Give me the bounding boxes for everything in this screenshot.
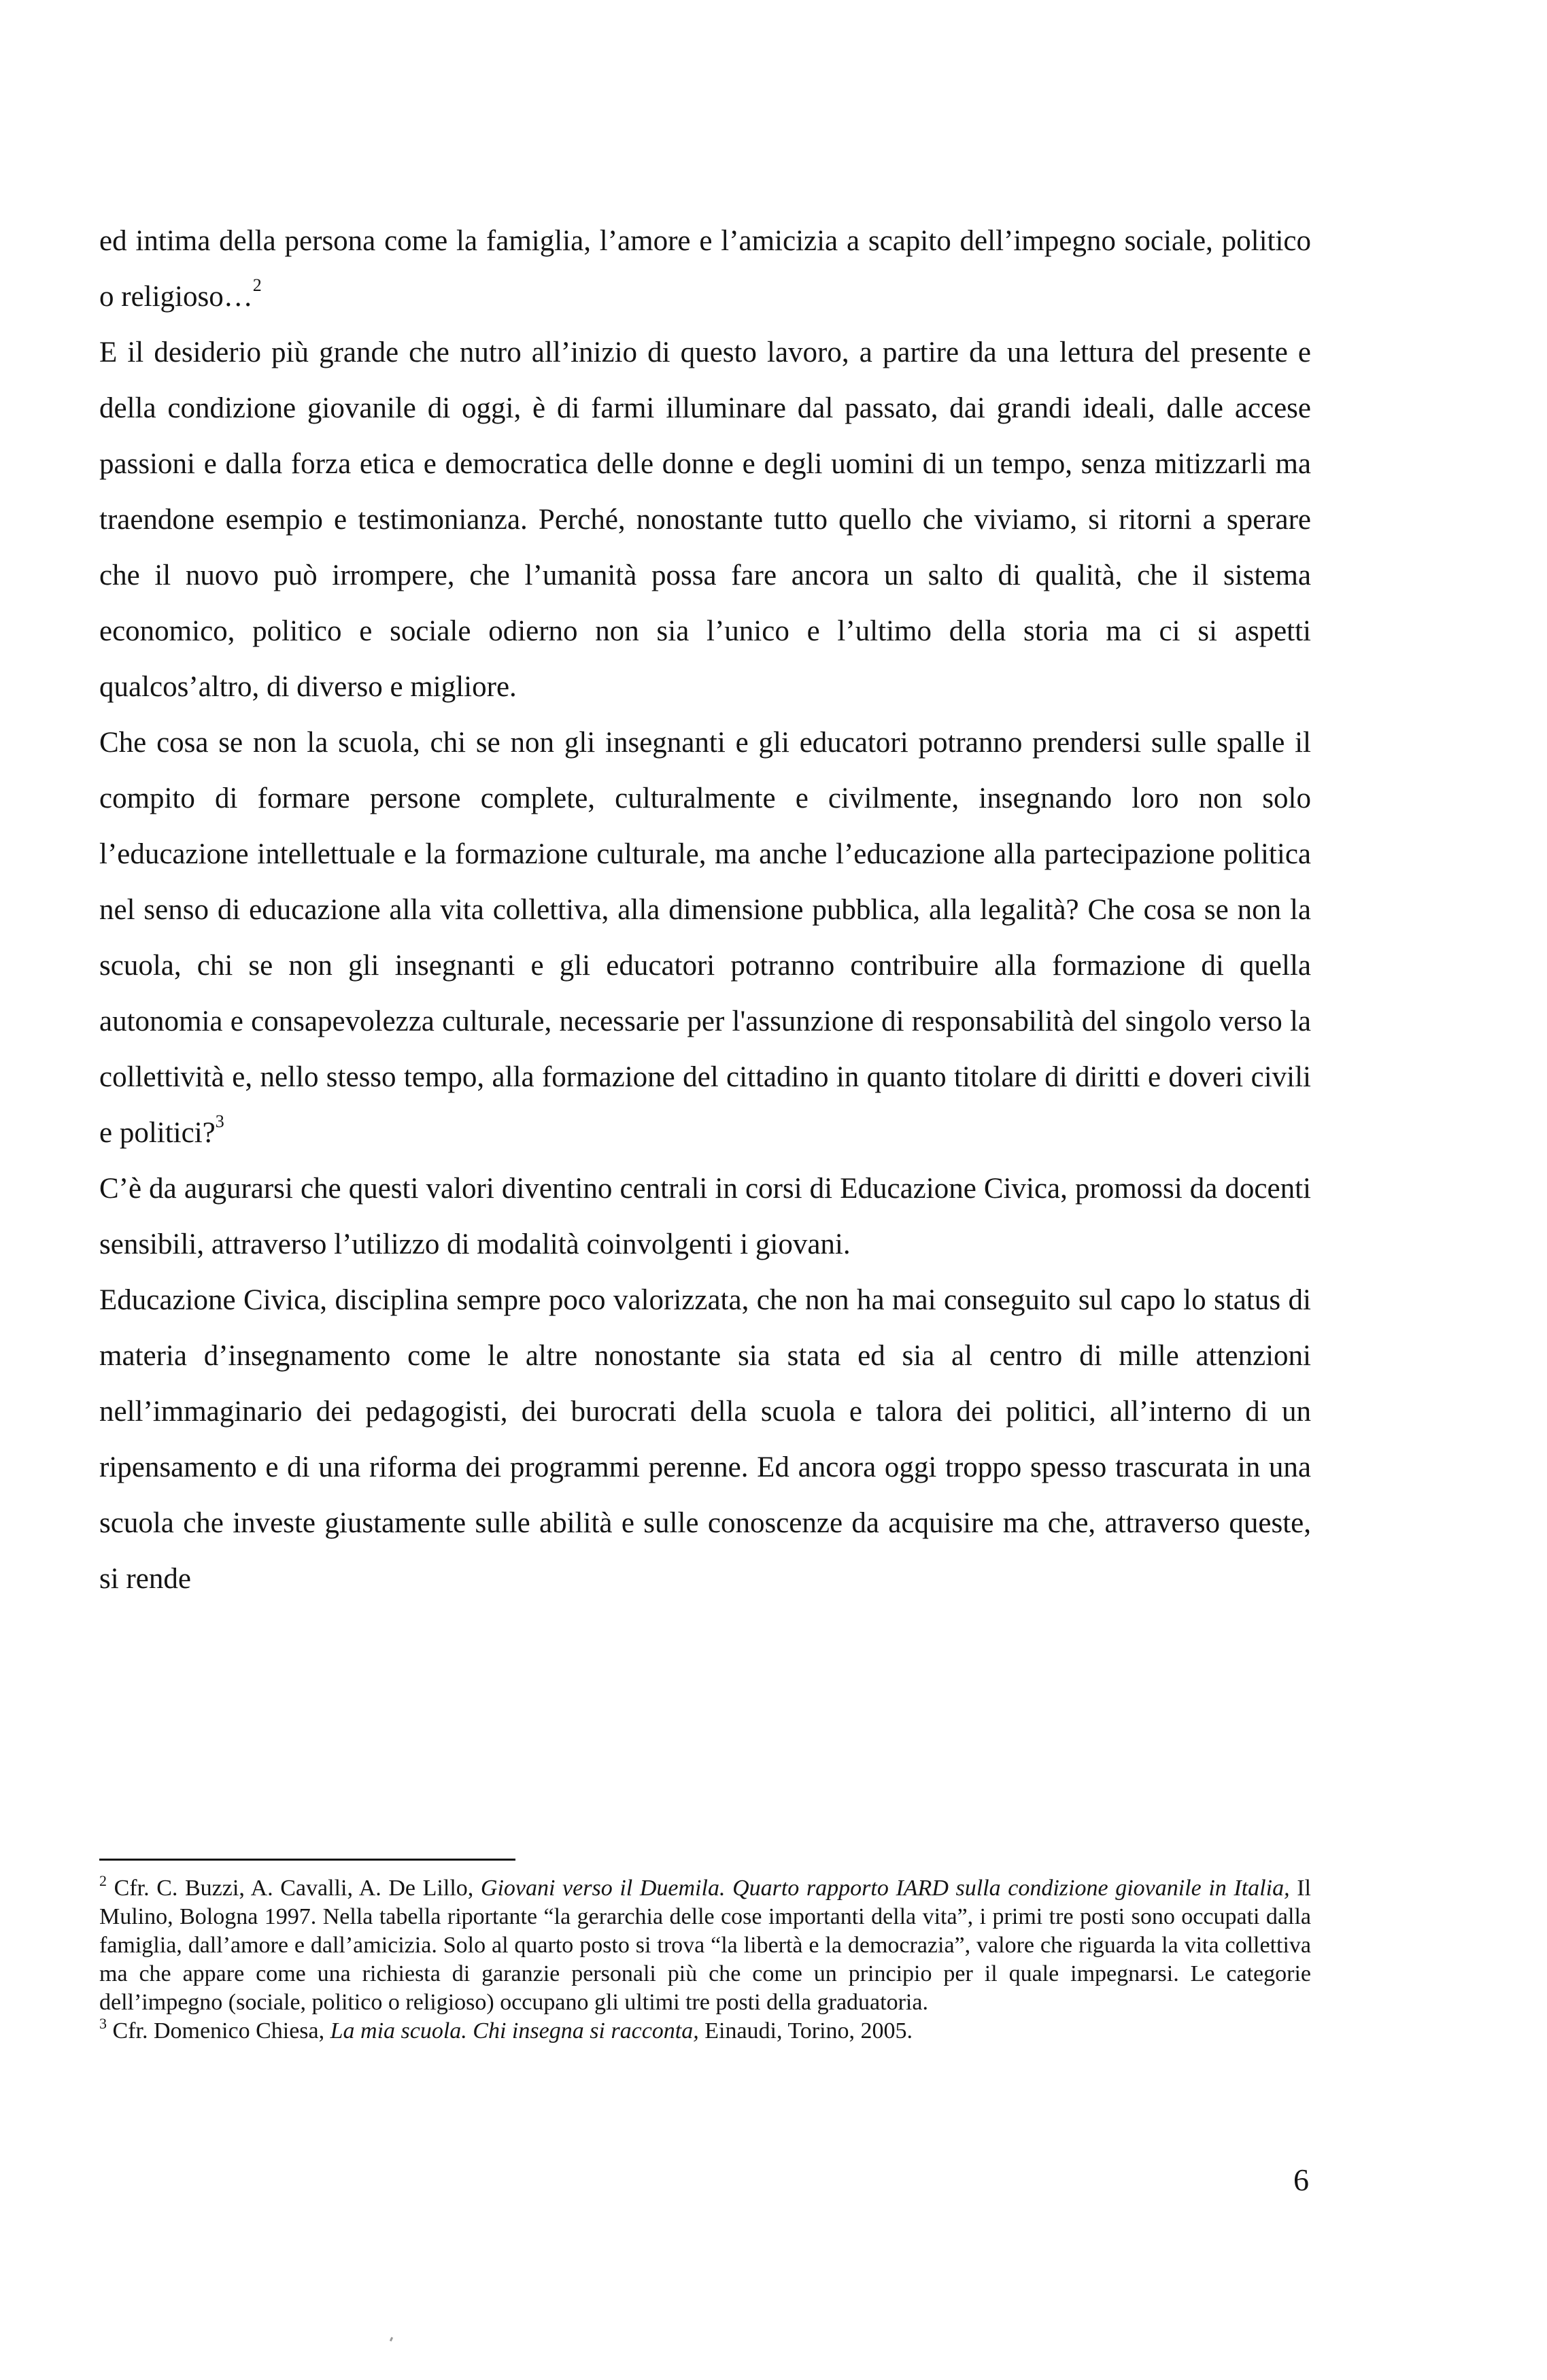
footnote-2-title: Giovani verso il Duemila. Quarto rapporto IARD sulla condizione giovanile in Italia,	[480, 1876, 1290, 1901]
footnote-marker-3: 3	[99, 2015, 107, 2032]
footnotes	[99, 1874, 1311, 2046]
footnote-separator	[99, 1859, 515, 1861]
page-number: 6	[1293, 2162, 1309, 2197]
paragraph-1	[99, 213, 1311, 325]
paragraph-2: E il desiderio più grande che nutro all’inizio di questo lavoro, a partire da una lettura del presente e della condizione giovanile di oggi, è di farmi illuminare dal passato, dai grandi ideali, dalle accese passioni e dalla forza etica e democratica delle donne e degli uomini di un tempo, senza mitizzarli ma traendone esempio e testimonianza. Perché, nonostante tutto quello che viviamo, si ritorni a sperare che il nuovo può irrompere, che l’umanità possa fare ancora un salto di qualità, che il sistema economico, politico e sociale odierno non sia l’unico e l’ultimo della storia ma ci si aspetti qualcos’altro, di diverso e migliore.	[99, 337, 1311, 703]
footnote-2	[99, 1874, 1311, 2017]
footnote-3-rest: Einaudi, Torino, 2005.	[698, 2018, 913, 2043]
footnote-marker-2: 2	[99, 1872, 107, 1889]
footnote-ref-3[interactable]: 3	[215, 1111, 224, 1131]
scan-speck	[390, 2337, 393, 2342]
paragraph-4: C’è da augurarsi che questi valori diventino centrali in corsi di Educazione Civica, promossi da docenti sensibili, attraverso l’utilizzo di modalità coinvolgenti i giovani.	[99, 1173, 1311, 1260]
footnote-ref-2[interactable]: 2	[252, 275, 262, 295]
paragraph-1-text: ed intima della persona come la famiglia, l’amore e l’amicizia a scapito dell’impegno sociale, politico o religioso…	[99, 225, 1311, 313]
paragraph-5: Educazione Civica, disciplina sempre poco valorizzata, che non ha mai conseguito sul capo lo status di materia d’insegnamento come le altre nonostante sia stata ed sia al centro di mille attenzioni nell’immaginario dei pedagogisti, dei burocrati della scuola e talora dei politici, all’interno di un ripensamento e di una riforma dei programmi perenne. Ed ancora oggi troppo spesso trascurata in una scuola che investe giustamente sulle abilità e sulle conoscenze da acquisire ma che, attraverso queste, si rende	[99, 1284, 1311, 1595]
footnote-3-title: La mia scuola. Chi insegna si racconta,	[330, 2018, 699, 2043]
footnote-3	[99, 2017, 1311, 2046]
footnote-2-rest: Il Mulino, Bologna 1997. Nella tabella riportante “la gerarchia delle cose importanti della vita”, i primi tre posti sono occupati dalla famiglia, dall’amore e dall’amicizia. Solo al quarto posto si trova “la libertà e la democrazia”, valore che riguarda la vita collettiva ma che appare come una richiesta di garanzie personali più che come un principio per il quale impegnarsi. Le categorie dell’impegno (sociale, politico o religioso) occupano gli ultimi tre posti della graduatoria.	[99, 1876, 1311, 2015]
footnote-2-lead: Cfr. C. Buzzi, A. Cavalli, A. De Lillo,	[107, 1876, 481, 1901]
body-text	[99, 213, 1311, 1607]
paragraph-3-text: Che cosa se non la scuola, chi se non gli insegnanti e gli educatori potranno prendersi sulle spalle il compito di formare persone complete, culturalmente e civilmente, insegnando loro non solo l’educazione intellettuale e la formazione culturale, ma anche l’educazione alla partecipazione politica nel senso di educazione alla vita collettiva, alla dimensione pubblica, alla legalità? Che cosa se non la scuola, chi se non gli insegnanti e gli educatori potranno contribuire alla formazione di quella autonomia e consapevolezza culturale, necessarie per l'assunzione di responsabilità del singolo verso la collettività e, nello stesso tempo, alla formazione del cittadino in quanto titolare di diritti e doveri civili e politici?	[99, 727, 1311, 1149]
paragraph-3	[99, 715, 1311, 1161]
footnote-3-lead: Cfr. Domenico Chiesa,	[107, 2018, 330, 2043]
